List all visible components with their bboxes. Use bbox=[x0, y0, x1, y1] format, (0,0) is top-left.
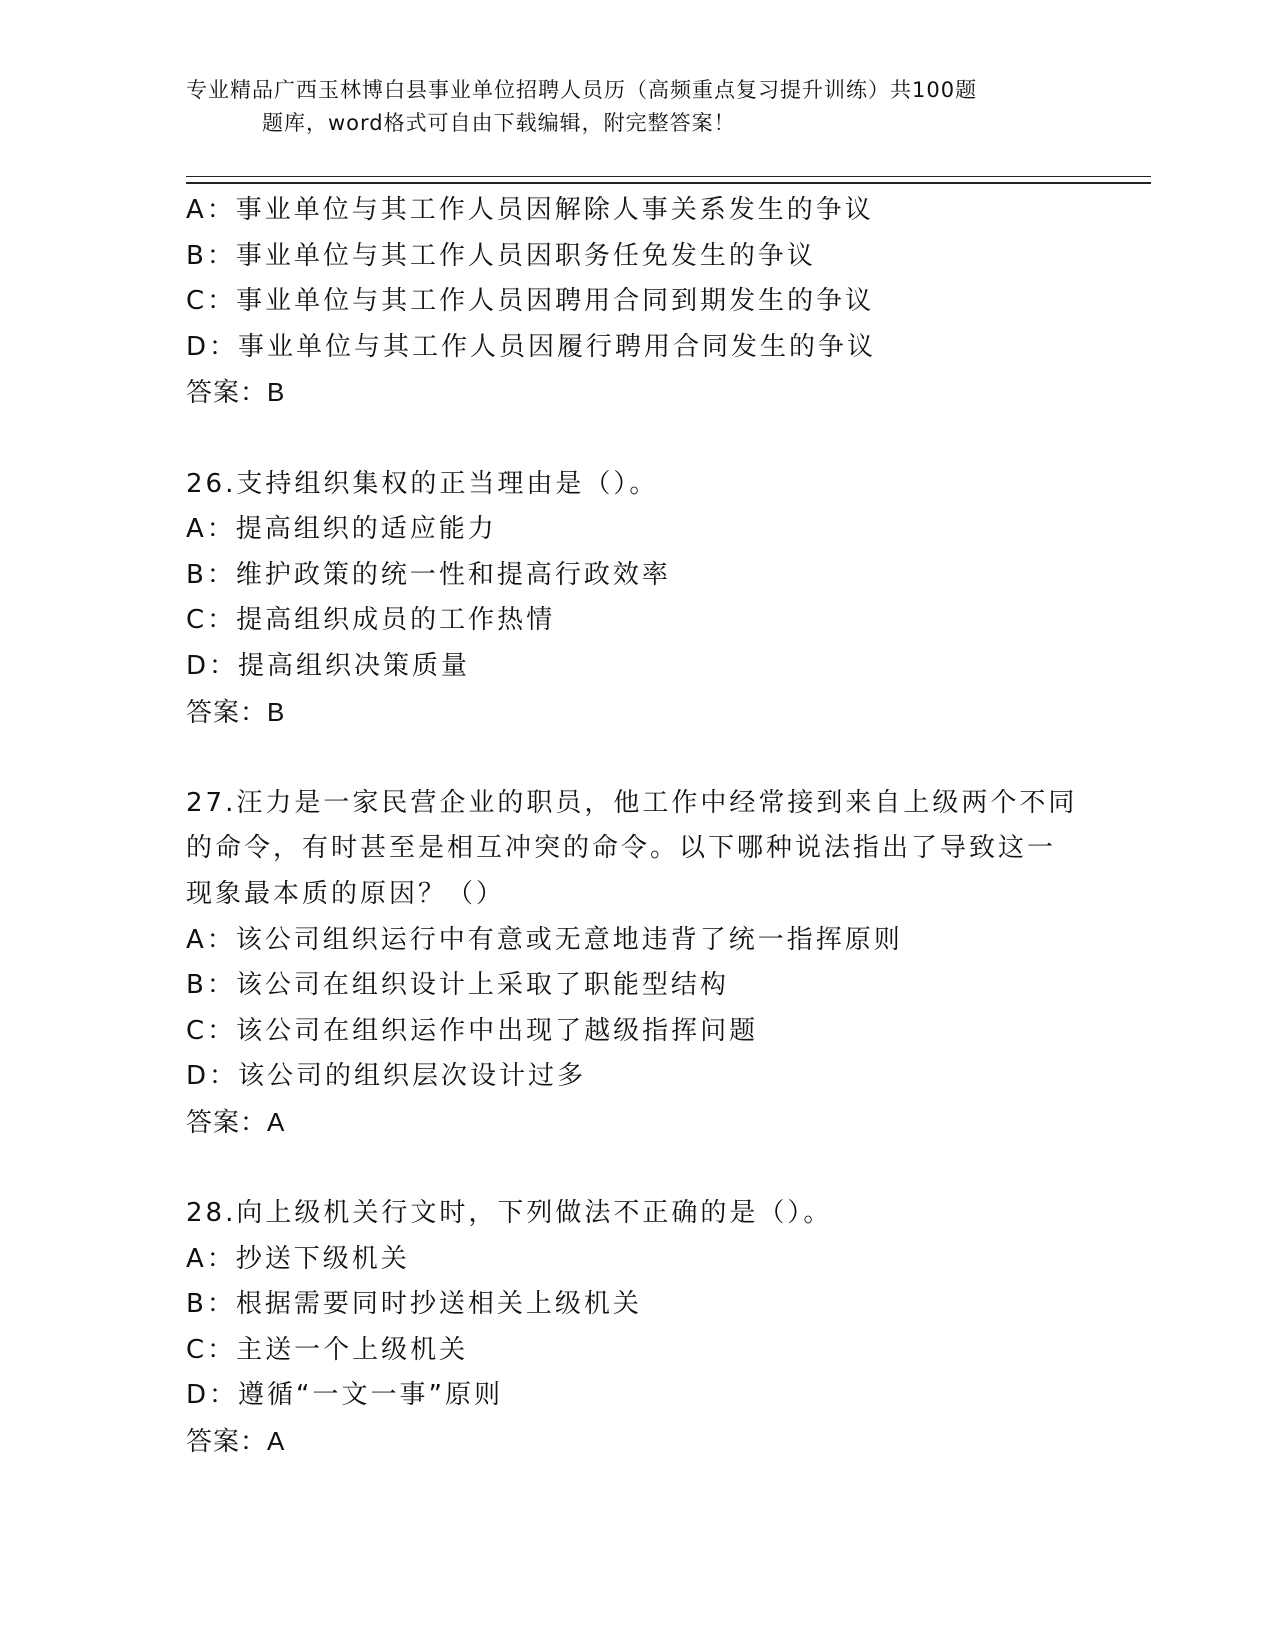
answer-label: 答案：B bbox=[186, 696, 286, 727]
option-c: C：该公司在组织运作中出现了越级指挥问题 bbox=[186, 1015, 759, 1046]
option-d: D：事业单位与其工作人员因履行聘用合同发生的争议 bbox=[186, 331, 877, 362]
option-a: A：提高组织的适应能力 bbox=[186, 514, 497, 545]
question-text-line-2: 的命令，有时甚至是相互冲突的命令。以下哪种说法指出了导致这一 bbox=[186, 833, 1057, 864]
question-block-continued bbox=[186, 188, 1146, 416]
option-b: B：事业单位与其工作人员因职务任免发生的争议 bbox=[186, 240, 816, 271]
question-block-26 bbox=[186, 462, 1146, 736]
header-title-line-2: 题库，word格式可自由下载编辑，附完整答案！ bbox=[262, 111, 736, 135]
option-a: A：该公司组织运行中有意或无意地违背了统一指挥原则 bbox=[186, 924, 903, 955]
option-c: C：提高组织成员的工作热情 bbox=[186, 605, 556, 636]
option-c: C：事业单位与其工作人员因聘用合同到期发生的争议 bbox=[186, 286, 875, 317]
option-d: D：提高组织决策质量 bbox=[186, 650, 471, 681]
question-block-28 bbox=[186, 1191, 1146, 1465]
option-a: A：抄送下级机关 bbox=[186, 1243, 410, 1274]
document-header bbox=[186, 74, 1086, 140]
question-list bbox=[186, 188, 1146, 1465]
spacer bbox=[186, 1145, 1146, 1191]
question-block-27 bbox=[186, 781, 1146, 1146]
answer-label: 答案：A bbox=[186, 1106, 286, 1137]
header-divider bbox=[186, 176, 1151, 184]
header-title-line-1: 专业精品广西玉林博白县事业单位招聘人员历（高频重点复习提升训练）共100题 bbox=[186, 78, 978, 102]
question-text-line-1: 27.汪力是一家民营企业的职员，他工作中经常接到来自上级两个不同 bbox=[186, 787, 1078, 818]
answer-label: 答案：B bbox=[186, 377, 286, 408]
answer-label: 答案：A bbox=[186, 1426, 286, 1457]
question-text: 26.支持组织集权的正当理由是（）。 bbox=[186, 468, 659, 499]
option-a: A：事业单位与其工作人员因解除人事关系发生的争议 bbox=[186, 195, 874, 225]
option-d: D：该公司的组织层次设计过多 bbox=[186, 1061, 587, 1092]
option-b: B：维护政策的统一性和提高行政效率 bbox=[186, 559, 671, 590]
question-text-line-3: 现象最本质的原因？（） bbox=[186, 878, 506, 909]
option-b: B：根据需要同时抄送相关上级机关 bbox=[186, 1289, 642, 1320]
spacer bbox=[186, 416, 1146, 462]
option-d: D：遵循“一文一事”原则 bbox=[186, 1380, 503, 1411]
option-c: C：主送一个上级机关 bbox=[186, 1334, 469, 1365]
option-b: B：该公司在组织设计上采取了职能型结构 bbox=[186, 970, 729, 1001]
question-text: 28.向上级机关行文时，下列做法不正确的是（）。 bbox=[186, 1198, 833, 1229]
spacer bbox=[186, 735, 1146, 781]
